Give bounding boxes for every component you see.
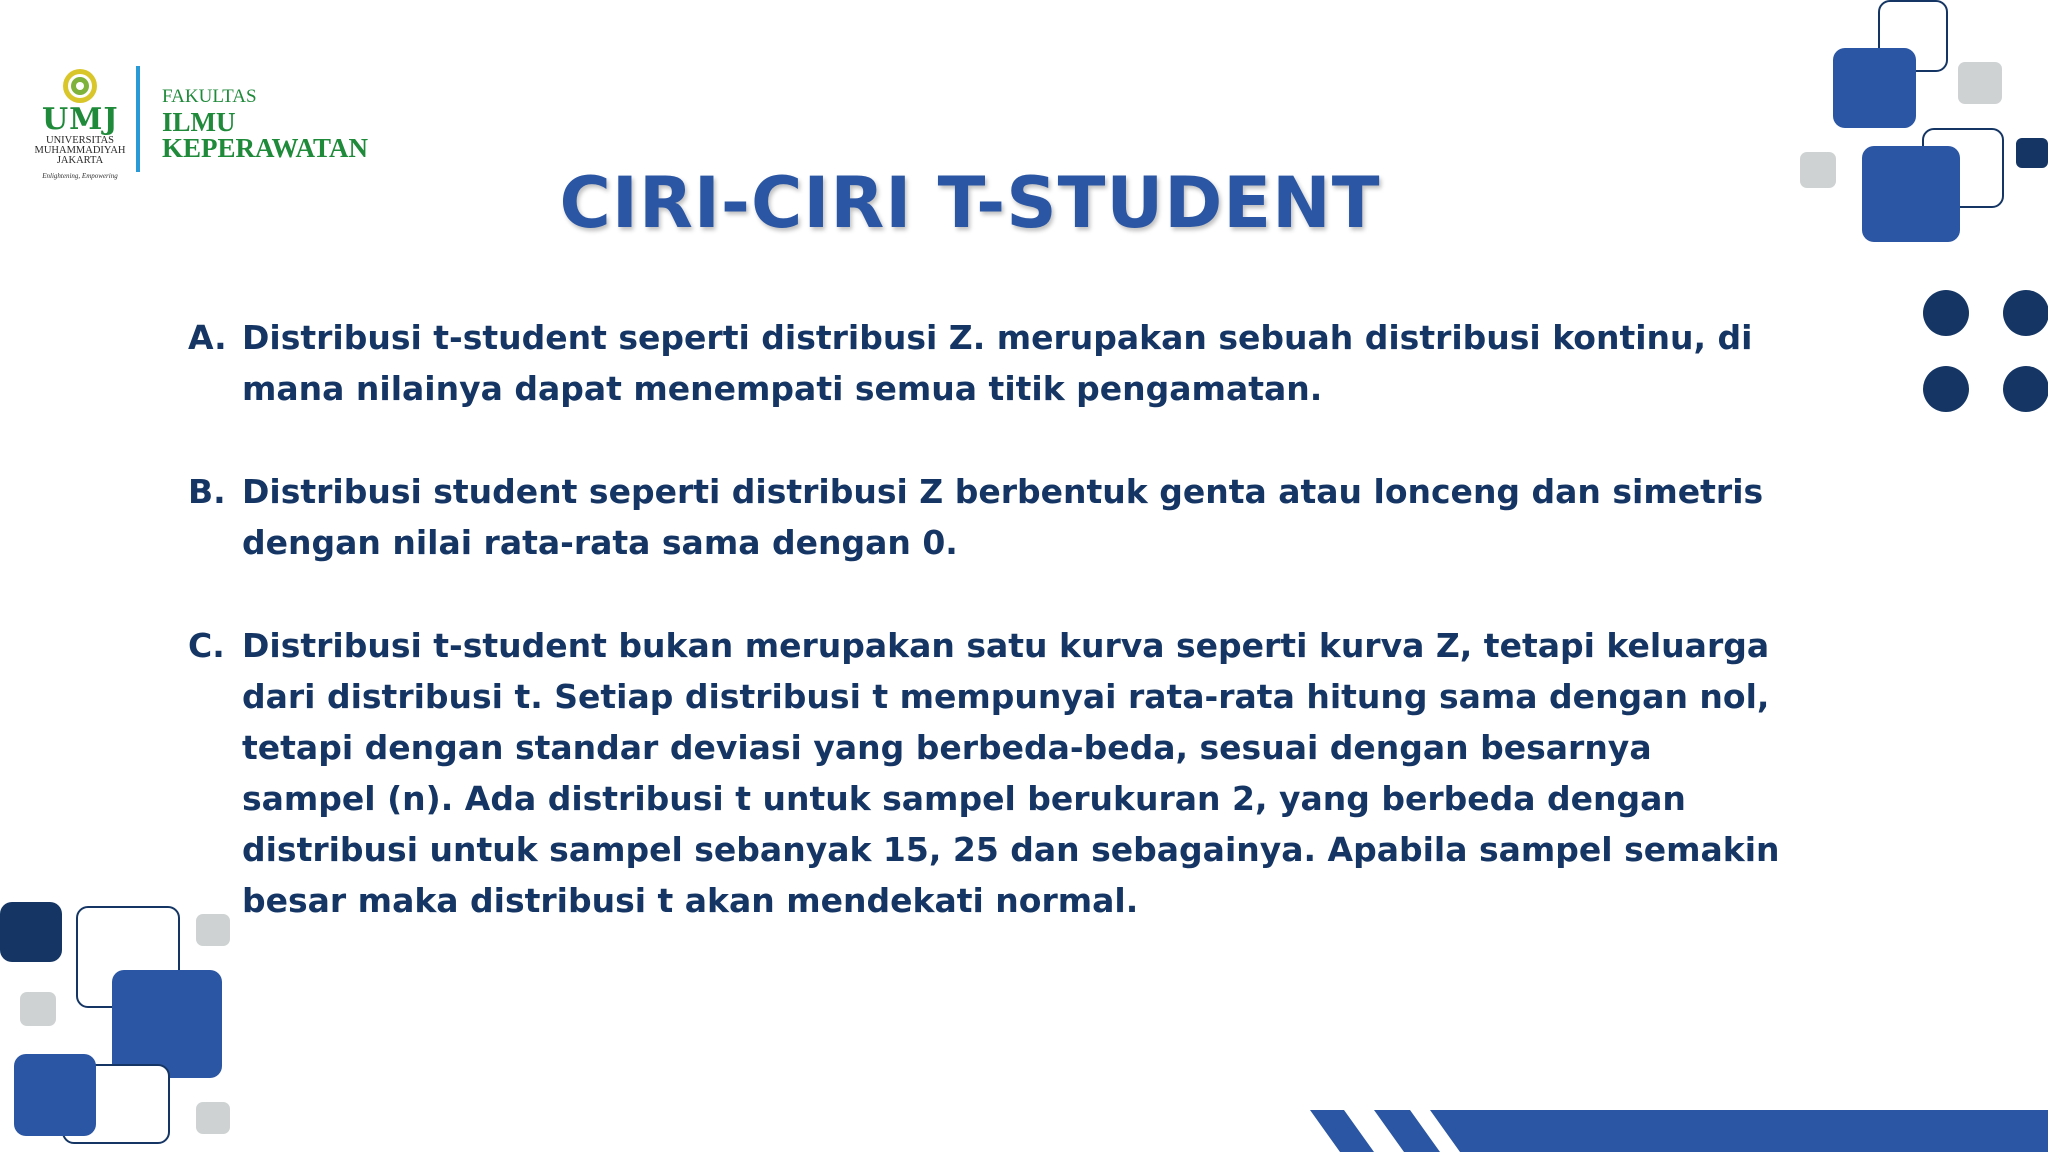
bottom-stripes-decoration	[1310, 1110, 2048, 1152]
university-tagline: Enlightening, Empowering	[42, 172, 118, 180]
blue-square	[1833, 48, 1916, 128]
faculty-label: FAKULTAS	[162, 86, 257, 107]
dot	[1923, 366, 1969, 412]
list-item	[188, 620, 1788, 926]
list-item	[188, 312, 1788, 414]
characteristics-list	[188, 312, 1788, 978]
blue-square	[14, 1054, 96, 1136]
list-item-text: Distribusi t-student seperti distribusi Z. merupakan sebuah distribusi kontinu, di mana nilainya dapat menempati semua titik pengamatan.	[242, 318, 1753, 408]
faculty-name-line1: ILMU	[162, 107, 236, 137]
university-name: UNIVERSITAS MUHAMMADIYAH JAKARTA	[34, 135, 126, 166]
dot	[2003, 290, 2048, 336]
list-marker: A.	[188, 318, 227, 357]
slide-title: CIRI-CIRI T-STUDENT	[559, 162, 1381, 244]
dot	[2003, 366, 2048, 412]
grey-square	[20, 992, 56, 1026]
navy-square	[0, 902, 62, 962]
blue-square	[112, 970, 222, 1078]
navy-square	[2016, 138, 2048, 168]
grey-square	[1958, 62, 2002, 104]
list-marker: B.	[188, 472, 226, 511]
list-item-text: Distribusi student seperti distribusi Z berbentuk genta atau lonceng dan simetris dengan nilai rata-rata sama dengan 0.	[242, 472, 1764, 562]
list-marker: C.	[188, 626, 225, 665]
umj-acronym: UMJ	[42, 102, 119, 137]
university-seal-icon	[62, 68, 98, 104]
list-item	[188, 466, 1788, 568]
grey-square	[196, 1102, 230, 1134]
faculty-name-line2: KEPERAWATAN	[162, 133, 369, 163]
dot	[1923, 290, 1969, 336]
logo-divider	[136, 66, 140, 172]
list-item-text: Distribusi t-student bukan merupakan satu kurva seperti kurva Z, tetapi keluarga dari distribusi t. Setiap distribusi t mempunyai rata-rata hitung sama dengan nol, tetapi dengan standar deviasi yang berbeda-beda, sesuai dengan besarnya sampel (n). Ada distribusi t untuk sampel berukuran 2, yang berbeda dengan distribusi untuk sampel sebanyak 15, 25 dan sebagainya. Apabila sampel semakin besar maka distribusi t akan mendekati normal.	[242, 626, 1780, 920]
